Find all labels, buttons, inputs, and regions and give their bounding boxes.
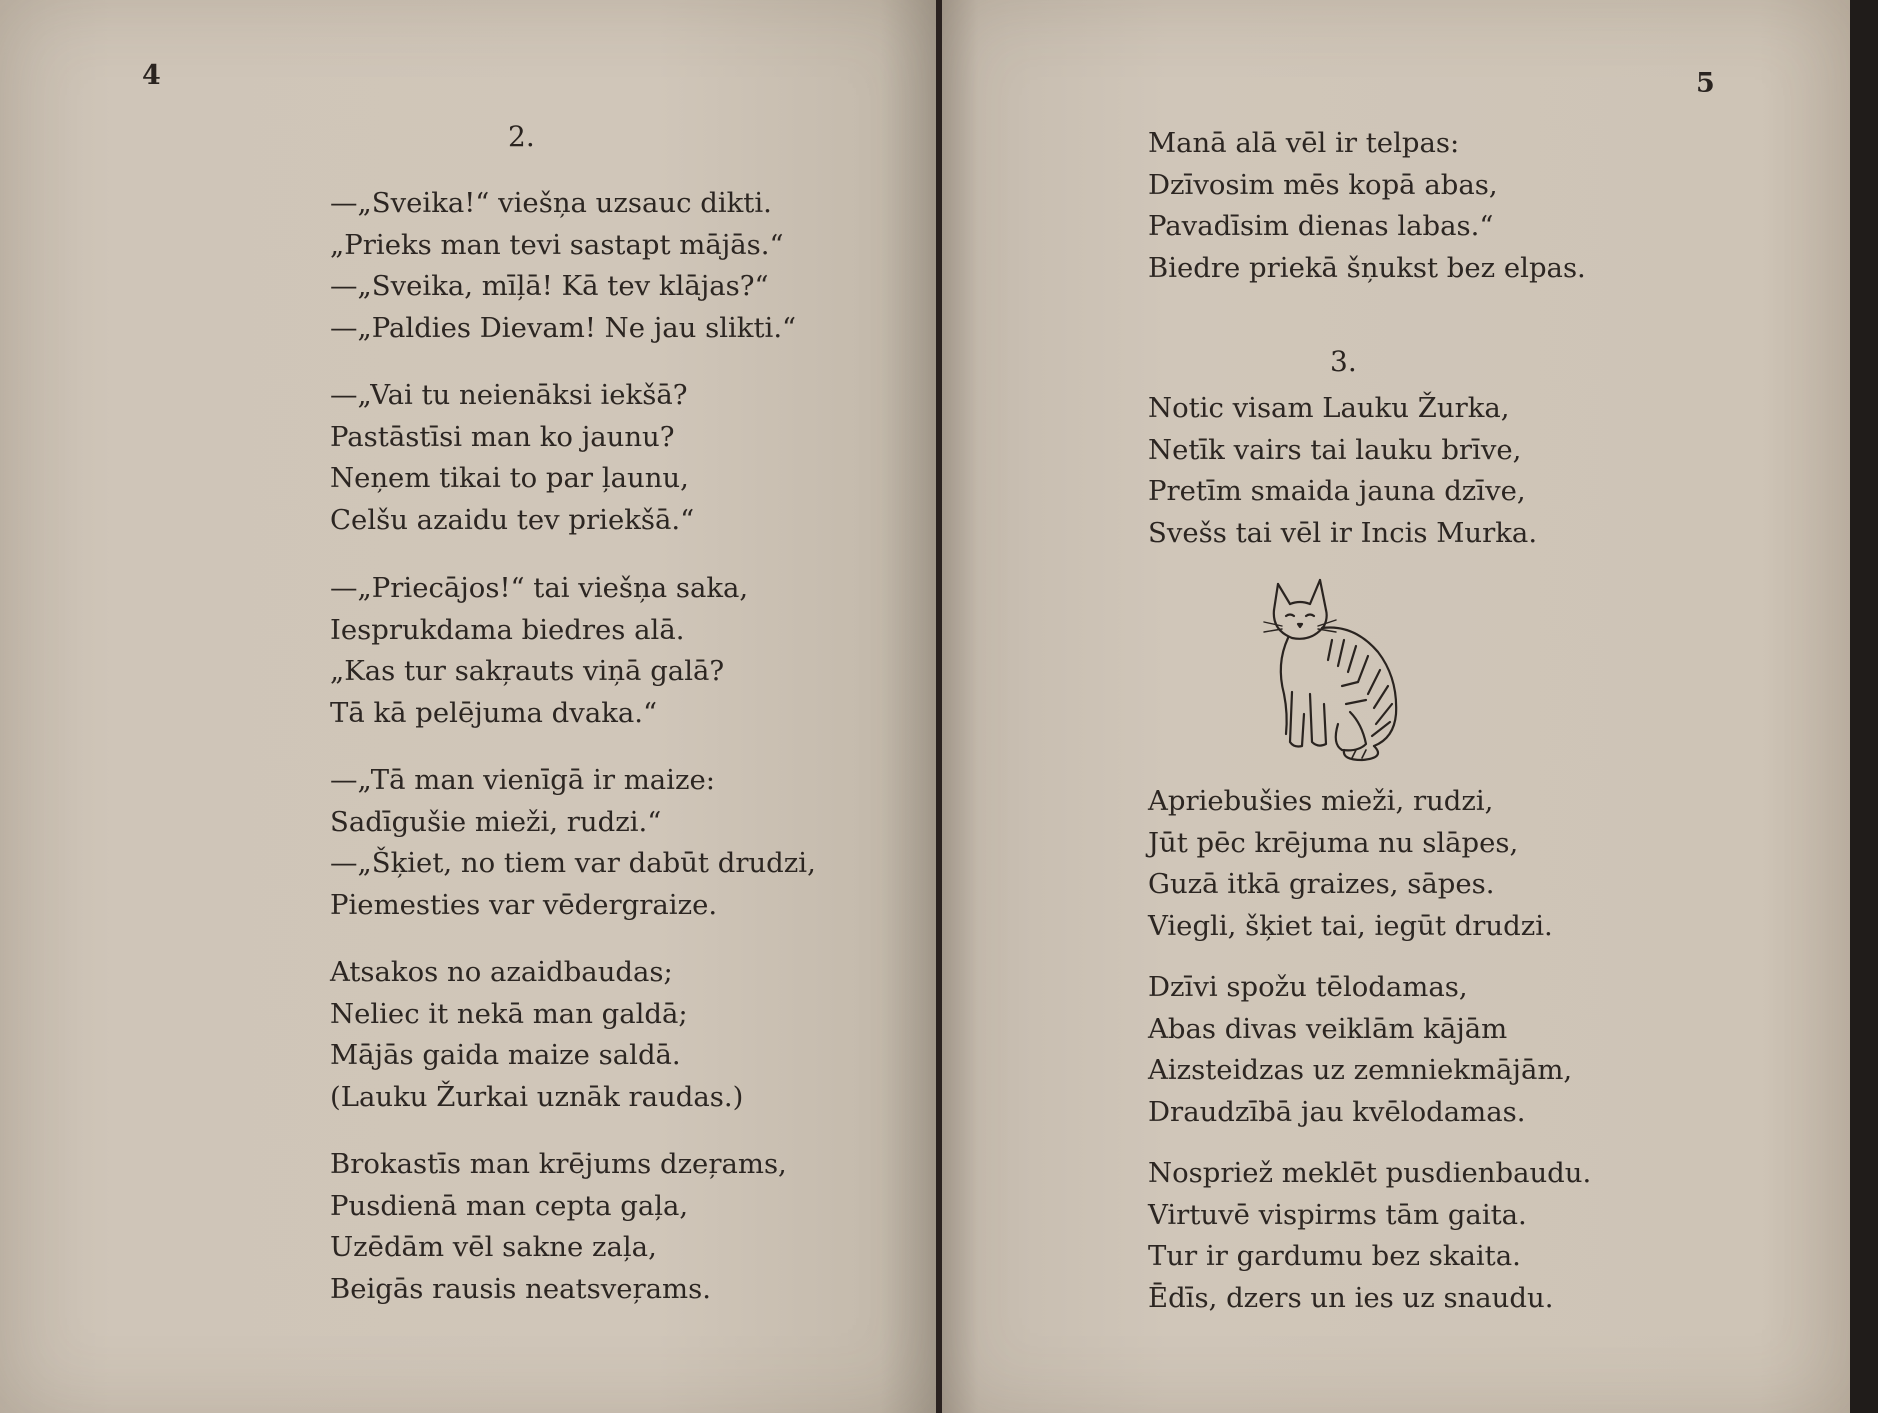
verse-line: Uzēdām vēl sakne zaļa,	[330, 1231, 657, 1263]
verse-line: Netīk vairs tai lauku brīve,	[1148, 433, 1522, 466]
opening-stanza	[1148, 123, 1586, 289]
verse-line: Ēdīs, dzers un ies uz snaudu.	[1148, 1281, 1554, 1314]
verse-line: —„Tā man vienīgā ir maize:	[330, 764, 715, 796]
verse-line: Tur ir gardumu bez skaita.	[1148, 1240, 1521, 1272]
section-number-2: 2.	[508, 120, 535, 153]
verse-line: Neņem tikai to par ļaunu,	[330, 462, 689, 494]
cat-illustration	[1262, 574, 1422, 764]
verse-line: Atsakos no azaidbaudas;	[330, 956, 673, 988]
verse-line: Pusdienā man cepta gaļa,	[330, 1189, 689, 1222]
verse-line: „Kas tur sakŗauts viņā galā?	[330, 655, 725, 687]
verse-line: —„Paldies Dievam! Ne jau slikti.“	[330, 311, 797, 344]
verse-line: (Lauku Žurkai uznāk raudas.)	[330, 1080, 744, 1113]
verse-line: Draudzībā jau kvēlodamas.	[1148, 1095, 1526, 1128]
verse-line: —„Šķiet, no tiem var dabūt drudzi,	[330, 847, 816, 879]
verse-line: Sadīgušie mieži, rudzi.“	[330, 805, 662, 838]
section-number-3: 3.	[1330, 345, 1357, 378]
verse-line: Brokastīs man krējums dzeŗams,	[330, 1148, 787, 1180]
verse-line: Notic visam Lauku Žurka,	[1148, 392, 1510, 424]
verse-line: Beigās rausis neatsveŗams.	[330, 1272, 711, 1305]
verse-line: Aizsteidzas uz zemniekmājām,	[1148, 1054, 1573, 1086]
stanza	[330, 760, 816, 926]
verse-line: Dzīvosim mēs kopā abas,	[1148, 168, 1498, 201]
verse-line: Svešs tai vēl ir Incis Murka.	[1148, 516, 1538, 549]
verse-line: —„Sveika!“ viešņa uzsauc dikti.	[330, 187, 772, 219]
verse-line: —„Sveika, mīļā! Kā tev klājas?“	[330, 270, 769, 302]
verse-line: Viegli, šķiet tai, iegūt drudzi.	[1148, 909, 1553, 942]
stanza	[330, 568, 748, 734]
verse-line: Mājās gaida maize saldā.	[330, 1039, 681, 1071]
stanza	[1148, 1153, 1591, 1319]
page-number-right: 5	[1696, 68, 1715, 99]
verse-line: Jūt pēc krējuma nu slāpes,	[1148, 826, 1519, 859]
verse-line: Tā kā pelējuma dvaka.“	[330, 696, 658, 729]
stanza	[1148, 781, 1553, 947]
verse-line: Pastāstīsi man ko jaunu?	[330, 420, 675, 453]
verse-line: Dzīvi spožu tēlodamas,	[1148, 971, 1468, 1003]
verse-line: Pavadīsim dienas labas.“	[1148, 210, 1494, 242]
stanza	[330, 952, 743, 1118]
verse-line: Manā alā vēl ir telpas:	[1148, 127, 1460, 159]
verse-line: Iesprukdama biedres alā.	[330, 613, 685, 646]
verse-line: Pretīm smaida jauna dzīve,	[1148, 475, 1526, 507]
stanza	[1148, 388, 1537, 554]
verse-line: —„Priecājos!“ tai viešņa saka,	[330, 572, 749, 604]
page-number-left: 4	[142, 60, 161, 91]
verse-line: Piemesties var vēdergraize.	[330, 888, 718, 921]
verse-line: Virtuvē vispirms tām gaita.	[1148, 1198, 1527, 1231]
verse-line: Apriebušies mieži, rudzi,	[1148, 785, 1494, 817]
stanza	[330, 1144, 787, 1310]
verse-line: —„Vai tu neienāksi iekšā?	[330, 379, 688, 411]
verse-line: Guzā itkā graizes, sāpes.	[1148, 868, 1495, 900]
verse-line: Neliec it nekā man galdā;	[330, 997, 688, 1030]
verse-line: Celšu azaidu tev priekšā.“	[330, 503, 695, 536]
stanza	[1148, 967, 1572, 1133]
verse-line: „Prieks man tevi sastapt mājās.“	[330, 228, 784, 261]
stanza	[330, 375, 694, 541]
verse-line: Nospriež meklēt pusdienbaudu.	[1148, 1157, 1592, 1189]
verse-line: Abas divas veiklām kājām	[1148, 1012, 1508, 1045]
stanza	[330, 183, 796, 349]
verse-line: Biedre priekā šņukst bez elpas.	[1148, 251, 1586, 284]
book-edge	[1850, 0, 1878, 1413]
left-page	[0, 0, 936, 1413]
